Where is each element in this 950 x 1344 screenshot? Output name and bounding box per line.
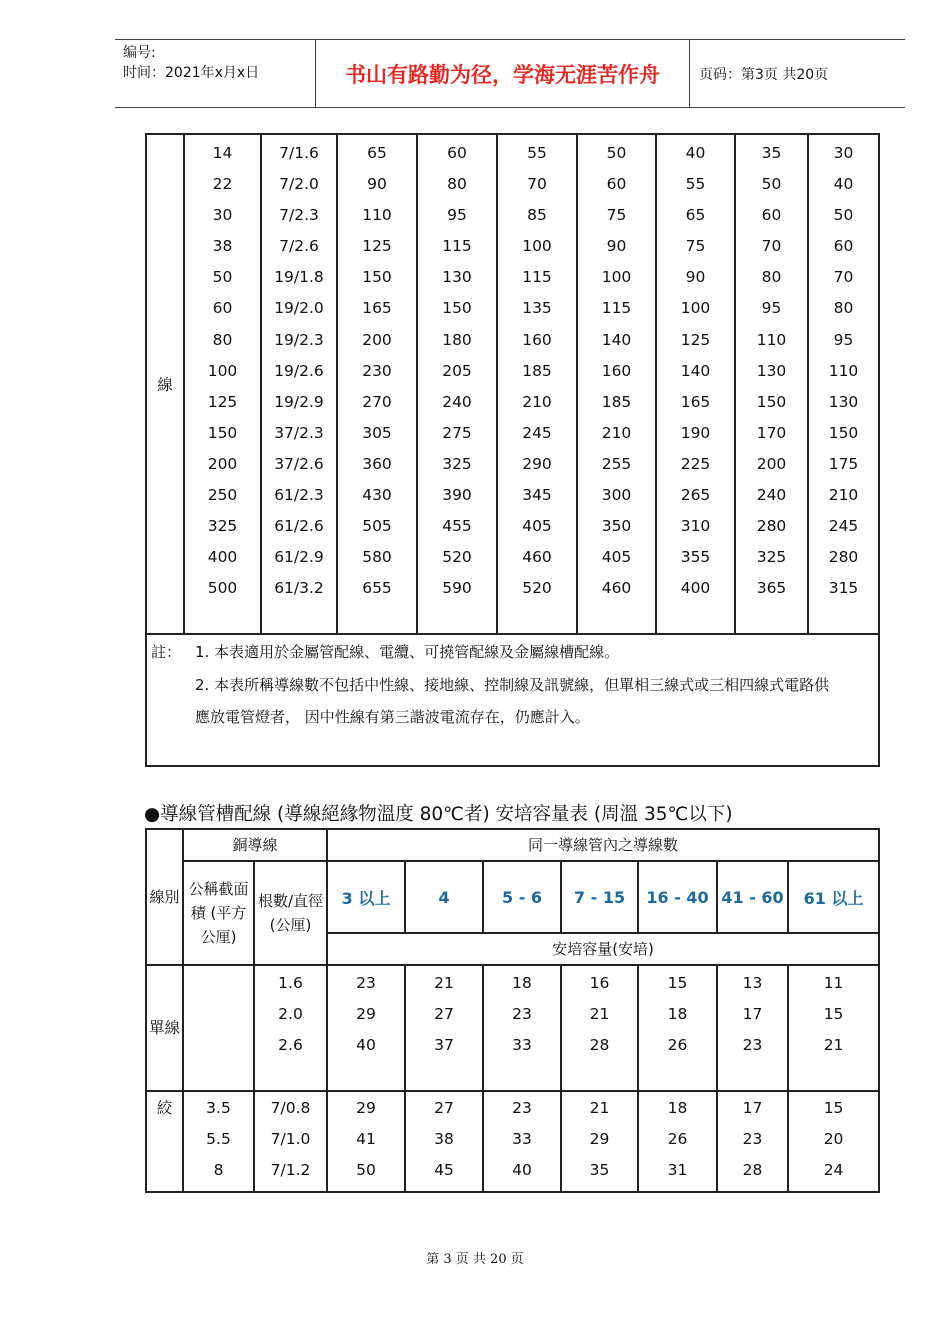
cell-value: 210 (828, 486, 859, 505)
cell-value: 400 (207, 548, 238, 567)
cell-value: 21 (823, 1036, 844, 1055)
count-header: 4 (405, 861, 483, 933)
cell-value: 325 (207, 517, 238, 536)
cell-value: 210 (601, 423, 632, 442)
cell-value: 29 (356, 1099, 376, 1117)
cell-value: 26 (667, 1036, 688, 1055)
cell-value: 405 (601, 548, 632, 567)
cell-value: 23 (356, 974, 376, 992)
cell-value: 40 (833, 175, 854, 194)
conduit-ampacity-table (145, 828, 880, 1193)
count-header: 41 - 60 (717, 861, 788, 933)
cell-value: 7/2.6 (279, 237, 319, 256)
cell-value: 95 (447, 206, 467, 225)
page-header (115, 39, 905, 108)
cell-value: 7/1.2 (270, 1161, 311, 1180)
cell-value: 60 (761, 206, 782, 225)
cell-value: 110 (756, 330, 787, 349)
cell-value: 23 (512, 1099, 532, 1117)
cell-value: 230 (362, 361, 392, 380)
cell-value: 33 (512, 1130, 532, 1149)
table-column (184, 134, 261, 634)
cell-value: 70 (761, 237, 782, 256)
table-column (497, 134, 577, 634)
cell-value: 7/1.0 (270, 1130, 311, 1149)
cell-value: 95 (761, 299, 782, 318)
cell-value (184, 999, 253, 1030)
table-cell (638, 1091, 717, 1192)
table-cell (254, 965, 327, 1091)
cell-value: 38 (212, 237, 233, 256)
cell-value: 23 (512, 1005, 532, 1024)
cell-value: 30 (212, 206, 233, 225)
cell-value: 11 (823, 974, 844, 992)
cell-value: 19/2.3 (274, 330, 324, 349)
table-column (656, 134, 735, 634)
cell-value: 37 (434, 1036, 454, 1055)
cell-value: 7/2.0 (279, 175, 319, 194)
cell-value: 33 (512, 1036, 532, 1055)
count-header: 3 以上 (327, 861, 405, 933)
cell-value: 180 (442, 330, 472, 349)
cell-value: 200 (756, 454, 787, 473)
count-header: 16 - 40 (638, 861, 717, 933)
cell-value: 90 (606, 237, 627, 256)
cell-value: 41 (356, 1130, 376, 1149)
cell-value: 15 (823, 1005, 844, 1024)
table-cell (483, 1091, 561, 1192)
cell-value: 14 (212, 144, 233, 162)
cell-value: 50 (761, 175, 782, 194)
cell-value: 455 (442, 517, 472, 536)
cell-value: 125 (207, 392, 238, 411)
cell-value: 50 (606, 144, 627, 162)
table-notes (146, 634, 879, 766)
table-cell (327, 1091, 405, 1192)
cell-value: 16 (589, 974, 610, 992)
col-header-strands: 根數/直徑 (公厘) (254, 861, 327, 965)
cell-value: 61/2.9 (274, 548, 324, 567)
cell-value: 75 (685, 237, 706, 256)
cell-value: 290 (522, 454, 552, 473)
cell-value: 38 (434, 1130, 454, 1149)
stranded-wire-row (146, 1091, 879, 1192)
note-line: 2. 本表所稱導線數不包括中性線、接地線、控制線及訊號線，但單相三線式或三相四線式電路供 (195, 676, 830, 694)
cell-value: 2.0 (278, 1005, 303, 1024)
table-cell (638, 965, 717, 1091)
cell-value: 60 (606, 175, 627, 194)
cell-value: 300 (601, 486, 632, 505)
cell-value: 65 (685, 206, 706, 225)
cell-value: 160 (601, 361, 632, 380)
cell-value: 245 (522, 423, 552, 442)
cell-value: 61/2.6 (274, 517, 324, 536)
ampacity-table-continued (145, 133, 880, 767)
table-cell (405, 965, 483, 1091)
cell-value: 500 (207, 579, 238, 598)
cell-value: 100 (522, 237, 552, 256)
cell-value: 50 (833, 206, 854, 225)
cell-value: 40 (356, 1036, 376, 1055)
cell-value: 165 (680, 392, 711, 411)
cell-value: 280 (756, 517, 787, 536)
cell-value: 31 (667, 1161, 688, 1180)
cell-value: 245 (828, 517, 859, 536)
cell-value: 275 (442, 423, 472, 442)
cell-value: 15 (667, 974, 688, 992)
cell-value: 8 (213, 1161, 224, 1180)
cell-value: 365 (756, 579, 787, 598)
cell-value: 325 (442, 454, 472, 473)
cell-value: 140 (680, 361, 711, 380)
cell-value: 210 (522, 392, 552, 411)
cell-value: 185 (601, 392, 632, 411)
cell-value: 305 (362, 423, 392, 442)
cell-value: 19/2.0 (274, 299, 324, 318)
cell-value: 55 (685, 175, 706, 194)
cell-value: 80 (833, 299, 854, 318)
section-title: ●導線管槽配線 (導線絕緣物溫度 80℃者) 安培容量表 (周溫 35℃以下) (144, 804, 733, 825)
cell-value: 280 (828, 548, 859, 567)
cell-value: 24 (823, 1161, 844, 1180)
cell-value: 130 (442, 268, 472, 287)
cell-value: 150 (756, 392, 787, 411)
cell-value: 360 (362, 454, 392, 473)
stranded-wire-label: 絞 (146, 1091, 183, 1192)
table-cell (717, 1091, 788, 1192)
cell-value: 1.6 (278, 974, 303, 992)
cell-value: 80 (447, 175, 467, 194)
cell-value: 80 (761, 268, 782, 287)
cell-value: 250 (207, 486, 238, 505)
cell-value: 23 (742, 1036, 763, 1055)
cell-value: 95 (833, 330, 854, 349)
cell-value: 45 (434, 1161, 454, 1180)
table-cell (405, 1091, 483, 1192)
cell-value: 240 (756, 486, 787, 505)
cell-value: 185 (522, 361, 552, 380)
cell-value: 7/2.3 (279, 206, 319, 225)
cell-value: 100 (680, 299, 711, 318)
cell-value: 135 (522, 299, 552, 318)
cell-value: 115 (522, 268, 552, 287)
cell-value: 30 (833, 144, 854, 162)
col-header-area: 公稱截面積 (平方公厘) (183, 861, 254, 965)
cell-value: 61/3.2 (274, 579, 324, 598)
cell-value: 50 (356, 1161, 376, 1180)
table-column (577, 134, 656, 634)
table-cell (483, 965, 561, 1091)
cell-value: 175 (828, 454, 859, 473)
cell-value: 150 (362, 268, 392, 287)
cell-value: 255 (601, 454, 632, 473)
note-line: 應放電管燈者， 因中性線有第三諧波電流存在，仍應計入。 (195, 708, 590, 726)
table-cell (327, 965, 405, 1091)
cell-value: 345 (522, 486, 552, 505)
cell-value: 40 (512, 1161, 532, 1180)
cell-value: 75 (606, 206, 627, 225)
cell-value: 125 (362, 237, 392, 256)
cell-value: 110 (828, 361, 859, 380)
cell-value: 35 (761, 144, 782, 162)
cell-value: 3.5 (206, 1099, 231, 1117)
cell-value: 27 (434, 1099, 454, 1117)
header-page-label: 页码：第3页 共20页 (699, 67, 829, 83)
cell-value: 655 (362, 579, 392, 598)
cell-value: 170 (756, 423, 787, 442)
ampacity-header: 安培容量(安培) (327, 933, 879, 965)
header-divider (689, 40, 690, 107)
cell-value: 520 (442, 548, 472, 567)
table-column (337, 134, 417, 634)
cell-value: 70 (833, 268, 854, 287)
cell-value: 270 (362, 392, 392, 411)
cell-value: 18 (667, 1005, 688, 1024)
count-header: 7 - 15 (561, 861, 638, 933)
table-cell (254, 1091, 327, 1192)
cell-value: 150 (442, 299, 472, 318)
cell-value: 310 (680, 517, 711, 536)
cell-value: 2.6 (278, 1036, 303, 1055)
time-label: 时间：2021年x月x日 (123, 65, 260, 81)
cell-value: 100 (207, 361, 238, 380)
count-header: 61 以上 (788, 861, 879, 933)
cell-value: 590 (442, 579, 472, 598)
col-header-type: 線別 (146, 829, 183, 965)
table-cell (561, 1091, 638, 1192)
cell-value: 150 (828, 423, 859, 442)
header-motto: 书山有路勤为径，学海无涯苦作舟 (345, 63, 660, 87)
cell-value: 17 (742, 1005, 763, 1024)
cell-value: 200 (362, 330, 392, 349)
cell-value: 225 (680, 454, 711, 473)
cell-value: 19/2.9 (274, 392, 324, 411)
cell-value: 18 (512, 974, 532, 992)
cell-value: 60 (833, 237, 854, 256)
cell-value: 28 (589, 1036, 610, 1055)
cell-value: 110 (362, 206, 392, 225)
cell-value: 35 (589, 1161, 610, 1180)
cell-value: 355 (680, 548, 711, 567)
cell-value: 50 (212, 268, 233, 287)
cell-value: 200 (207, 454, 238, 473)
cell-value: 165 (362, 299, 392, 318)
cell-value: 205 (442, 361, 472, 380)
cell-value: 405 (522, 517, 552, 536)
cell-value: 390 (442, 486, 472, 505)
page-footer: 第 3 页 共 20 页 (426, 1252, 524, 1267)
cell-value: 29 (356, 1005, 376, 1024)
cell-value: 160 (522, 330, 552, 349)
cell-value: 65 (367, 144, 387, 162)
cell-value: 18 (667, 1099, 688, 1117)
cell-value: 115 (442, 237, 472, 256)
header-meta (123, 43, 318, 83)
cell-value: 130 (828, 392, 859, 411)
cell-value (184, 1030, 253, 1061)
cell-value: 37/2.6 (274, 454, 324, 473)
cell-value: 520 (522, 579, 552, 598)
cell-value: 115 (601, 299, 632, 318)
table-cell (183, 965, 254, 1091)
cell-value: 37/2.3 (274, 423, 324, 442)
cell-value: 70 (527, 175, 547, 194)
cell-value: 17 (742, 1099, 763, 1117)
table-cell (717, 965, 788, 1091)
cell-value: 15 (823, 1099, 844, 1117)
table-column (808, 134, 879, 634)
cell-value: 55 (527, 144, 547, 162)
cell-value: 240 (442, 392, 472, 411)
cell-value: 20 (823, 1130, 844, 1149)
table-column (261, 134, 337, 634)
single-wire-row (146, 965, 879, 1091)
wire-type-label: 線 (146, 134, 184, 634)
cell-value: 21 (434, 974, 454, 992)
cell-value: 460 (601, 579, 632, 598)
table-cell (788, 1091, 879, 1192)
cell-value: 130 (756, 361, 787, 380)
cell-value: 80 (212, 330, 233, 349)
col-header-same-conduit: 同一導線管內之導線數 (327, 829, 879, 861)
note-line: 1. 本表適用於金屬管配線、電纜、可撓管配線及金屬線槽配線。 (195, 643, 620, 661)
cell-value: 22 (212, 175, 233, 194)
cell-value: 40 (685, 144, 706, 162)
cell-value: 580 (362, 548, 392, 567)
cell-value: 27 (434, 1005, 454, 1024)
note-label: 註： (151, 643, 182, 661)
cell-value: 23 (742, 1130, 763, 1149)
table-cell (183, 1091, 254, 1192)
cell-value: 29 (589, 1130, 610, 1149)
cell-value: 125 (680, 330, 711, 349)
cell-value: 13 (742, 974, 763, 992)
cell-value: 60 (212, 299, 233, 318)
cell-value: 350 (601, 517, 632, 536)
table-cell (788, 965, 879, 1091)
cell-value: 19/2.6 (274, 361, 324, 380)
cell-value: 325 (756, 548, 787, 567)
cell-value: 7/1.6 (279, 144, 319, 162)
cell-value: 21 (589, 1099, 610, 1117)
table-column (417, 134, 497, 634)
cell-value: 7/0.8 (270, 1099, 311, 1117)
cell-value: 100 (601, 268, 632, 287)
cell-value: 60 (447, 144, 467, 162)
cell-value: 505 (362, 517, 392, 536)
cell-value: 140 (601, 330, 632, 349)
col-header-copper: 銅導線 (183, 829, 327, 861)
table-cell (561, 965, 638, 1091)
cell-value: 430 (362, 486, 392, 505)
cell-value: 28 (742, 1161, 763, 1180)
cell-value: 61/2.3 (274, 486, 324, 505)
table-column (735, 134, 808, 634)
cell-value: 5.5 (206, 1130, 231, 1149)
cell-value: 265 (680, 486, 711, 505)
cell-value: 21 (589, 1005, 610, 1024)
single-wire-label: 單線 (146, 965, 183, 1091)
cell-value: 460 (522, 548, 552, 567)
cell-value: 90 (685, 268, 706, 287)
cell-value: 190 (680, 423, 711, 442)
cell-value: 90 (367, 175, 387, 194)
cell-value: 85 (527, 206, 547, 225)
count-header: 5 - 6 (483, 861, 561, 933)
cell-value: 315 (828, 579, 859, 598)
cell-value: 400 (680, 579, 711, 598)
code-label: 编号: (123, 45, 156, 61)
cell-value: 26 (667, 1130, 688, 1149)
cell-value: 19/1.8 (274, 268, 324, 287)
cell-value (184, 968, 253, 999)
cell-value: 150 (207, 423, 238, 442)
